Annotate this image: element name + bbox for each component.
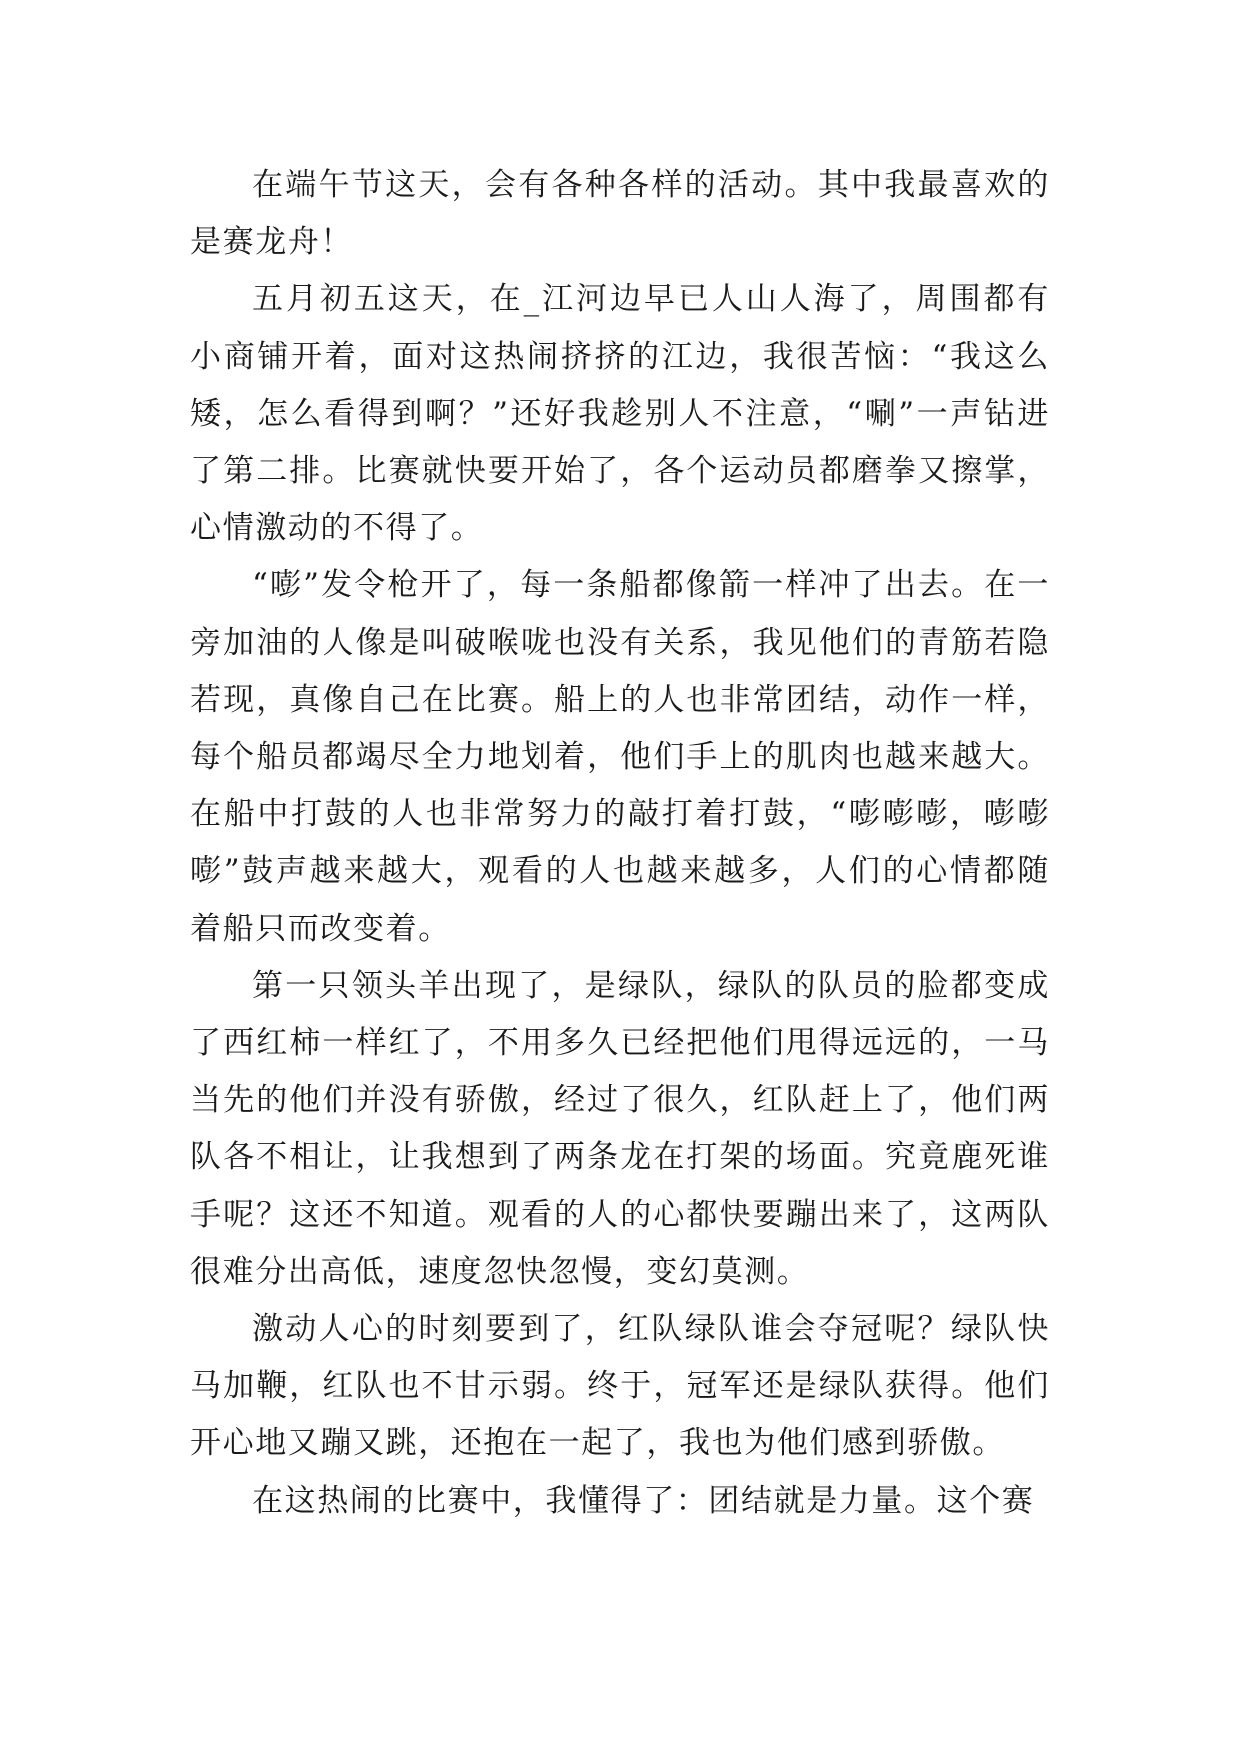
paragraph-4: 第一只领头羊出现了，是绿队，绿队的队员的脸都变成了西红柿一样红了，不用多久已经把他们甩得远远的，一马当先的他们并没有骄傲，经过了很久，红队赶上了，他们两队各不相让，让我想到了两条龙在打架的场面。究竟鹿死谁手呢？这还不知道。观看的人的心都快要蹦出来了，这两队很难分出高低，速度忽快忽慢，变幻莫测。 (190, 967, 1050, 1290)
paragraph-2: 五月初五这天，在_江河边早已人山人海了，周围都有小商铺开着，面对这热闹挤挤的江边，我很苦恼：“我这么矮，怎么看得到啊？”还好我趁别人不注意，“唰”一声钻进了第二排。比赛就快要开始了，各个运动员都磨拳又擦掌，心情激动的不得了。 (190, 281, 1050, 547)
paragraph-5: 激动人心的时刻要到了，红队绿队谁会夺冠呢？绿队快马加鞭，红队也不甘示弱。终于，冠军还是绿队获得。他们开心地又蹦又跳，还抱在一起了，我也为他们感到骄傲。 (190, 1311, 1050, 1462)
paragraph-3: “嘭”发令枪开了，每一条船都像箭一样冲了出去。在一旁加油的人像是叫破喉咙也没有关系，我见他们的青筋若隐若现，真像自己在比赛。船上的人也非常团结，动作一样，每个船员都竭尽全力地划着，他们手上的肌肉也越来越大。在船中打鼓的人也非常努力的敲打着打鼓，“嘭嘭嘭，嘭嘭嘭”鼓声越来越大，观看的人也越来越多，人们的心情都随着船只而改变着。 (190, 567, 1050, 947)
document-body (190, 157, 1050, 1530)
paragraph-1: 在端午节这天，会有各种各样的活动。其中我最喜欢的是赛龙舟！ (190, 167, 1050, 261)
paragraph-6: 在这热闹的比赛中，我懂得了：团结就是力量。这个赛 (252, 1482, 1035, 1519)
